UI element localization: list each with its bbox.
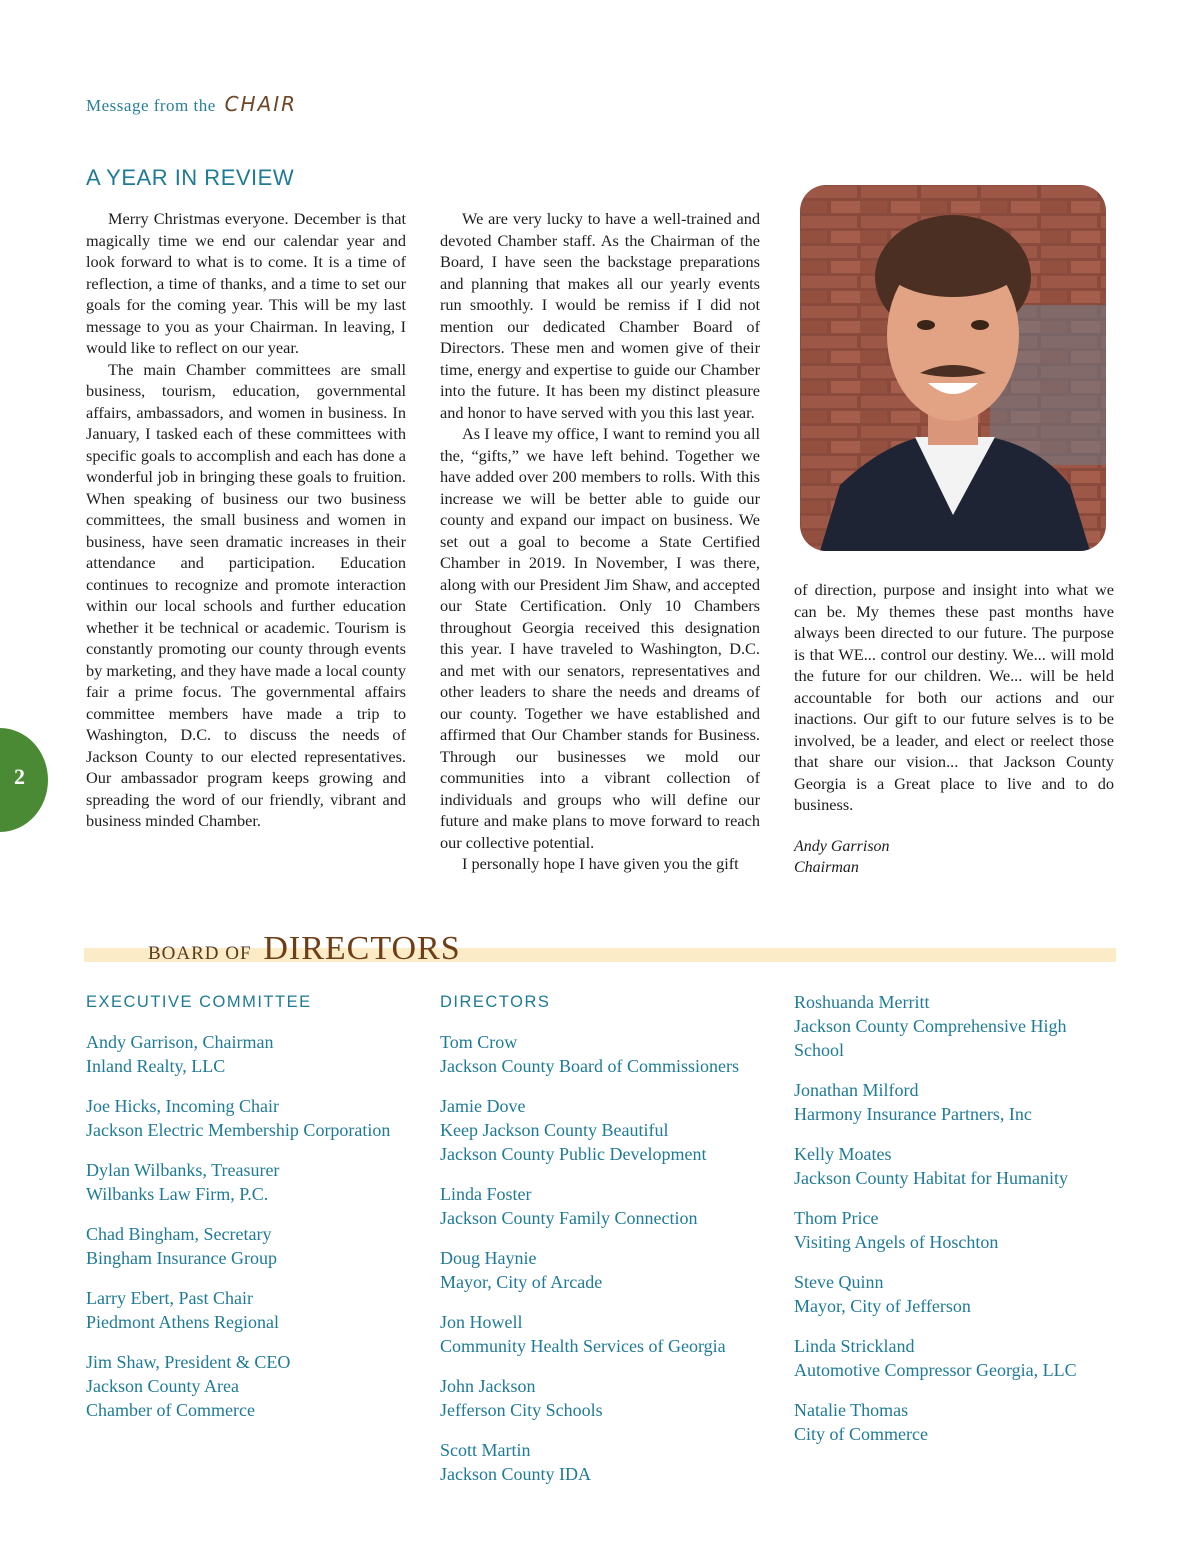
board-member-entry bbox=[86, 1222, 426, 1270]
article-paragraph: As I leave my office, I want to remind you all the, “gifts,” we have left behind. Together we have added over 200 members to rolls. With this increase we will be better able to guide our county and expand our impact on business. We set out a goal to become a State Certified Chamber in 2019. In November, I was there, along with our President Jim Shaw, and accepted our State Certification. Only 10 Chambers throughout Georgia received this designation this year. I have traveled to Washington, D.C. and met with our senators, representatives and other leaders to share the needs and dreams of our county. Together we have established and affirmed that Our Chamber stands for Business. Through our businesses we mold our communities into a vibrant collection of individuals and groups who will define our future and make plans to move forward to reach our collective potential. bbox=[440, 424, 760, 852]
header-chair: CHAIR bbox=[224, 92, 298, 116]
board-member-entry bbox=[86, 1350, 426, 1422]
header-prefix: Message from the bbox=[86, 96, 216, 115]
member-name: Andy Garrison, Chairman bbox=[86, 1032, 274, 1052]
board-member-entry bbox=[440, 1182, 780, 1230]
directors-column bbox=[440, 990, 780, 1502]
member-name: Jonathan Milford bbox=[794, 1080, 919, 1100]
member-name: Chad Bingham, Secretary bbox=[86, 1224, 272, 1244]
member-org: Wilbanks Law Firm, P.C. bbox=[86, 1184, 269, 1204]
board-member-entry bbox=[794, 990, 1094, 1062]
article-paragraph: of direction, purpose and insight into what we can be. My themes these past months have always been directed to our future. The purpose is that WE... control our destiny. We... will mold the future for our children. We... will be held accountable for both our actions and our inactions. Our gift to our future selves is to be involved, be a leader, and elect or reelect those that share our vision... that Jackson County Georgia is a Great place to live and to do business. bbox=[794, 580, 1114, 814]
chairman-portrait-photo bbox=[800, 185, 1106, 551]
member-org: Jackson County Comprehensive High School bbox=[794, 1016, 1067, 1060]
board-member-entry bbox=[794, 1142, 1094, 1190]
board-title-small: BOARD OF bbox=[148, 943, 252, 964]
board-member-entry bbox=[440, 1246, 780, 1294]
article-paragraph: I personally hope I have given you the gift bbox=[462, 854, 739, 873]
section-title: A YEAR IN REVIEW bbox=[86, 165, 295, 190]
portrait-illustration bbox=[800, 185, 1106, 551]
member-org: Mayor, City of Jefferson bbox=[794, 1296, 971, 1316]
executive-committee-heading: EXECUTIVE COMMITTEE bbox=[86, 993, 312, 1011]
member-org: Automotive Compressor Georgia, LLC bbox=[794, 1360, 1077, 1380]
member-org: Inland Realty, LLC bbox=[86, 1056, 226, 1076]
member-name: Doug Haynie bbox=[440, 1248, 537, 1268]
article-paragraph: We are very lucky to have a well-trained and devoted Chamber staff. As the Chairman of the Board, I have seen the backstage preparations and planning that makes all our yearly events run smoothly. I would be remiss if I did not mention our dedicated Chamber Board of Directors. These men and women give of their time, energy and expertise to guide our Chamber into the future. It has been my distinct pleasure and honor to have served with you this last year. bbox=[440, 209, 760, 422]
board-member-entry bbox=[794, 1206, 1094, 1254]
member-name: Jon Howell bbox=[440, 1312, 523, 1332]
board-member-entry bbox=[86, 1094, 426, 1142]
board-member-entry bbox=[86, 1030, 426, 1078]
member-org: Community Health Services of Georgia bbox=[440, 1336, 726, 1356]
board-member-entry bbox=[794, 1398, 1094, 1446]
member-org-line-2: Jackson County Public Development bbox=[440, 1144, 707, 1164]
article-column-1 bbox=[86, 208, 406, 832]
page-header bbox=[86, 92, 297, 116]
member-name: Joe Hicks, Incoming Chair bbox=[86, 1096, 279, 1116]
member-name: Thom Price bbox=[794, 1208, 879, 1228]
board-member-entry bbox=[440, 1094, 780, 1166]
member-org: Piedmont Athens Regional bbox=[86, 1312, 279, 1332]
executive-committee-column bbox=[86, 990, 426, 1438]
board-member-entry bbox=[440, 1310, 780, 1358]
board-member-entry bbox=[86, 1286, 426, 1334]
member-org: Harmony Insurance Partners, Inc bbox=[794, 1104, 1032, 1124]
member-name: Tom Crow bbox=[440, 1032, 518, 1052]
member-name: Natalie Thomas bbox=[794, 1400, 909, 1420]
board-member-entry bbox=[86, 1158, 426, 1206]
member-org: Jackson County Board of Commissioners bbox=[440, 1056, 739, 1076]
board-member-entry bbox=[440, 1374, 780, 1422]
board-member-entry bbox=[794, 1078, 1094, 1126]
board-member-entry bbox=[794, 1270, 1094, 1318]
board-member-entry bbox=[440, 1030, 780, 1078]
member-name: Linda Foster bbox=[440, 1184, 532, 1204]
board-title-big: DIRECTORS bbox=[263, 930, 461, 967]
member-name: Kelly Moates bbox=[794, 1144, 892, 1164]
member-name: John Jackson bbox=[440, 1376, 536, 1396]
member-org: Visiting Angels of Hoschton bbox=[794, 1232, 999, 1252]
article-paragraph: Merry Christmas everyone. December is that magically time we end our calendar year and look forward to what is to come. It is a time of reflection, a time of thanks, and a time to set our goals for the coming year. This will be my last message to you as your Chairman. In leaving, I would like to reflect on our year. bbox=[86, 209, 406, 357]
signature-name: Andy Garrison bbox=[794, 838, 890, 855]
member-org: Keep Jackson County Beautiful bbox=[440, 1120, 669, 1140]
member-name: Jamie Dove bbox=[440, 1096, 526, 1116]
member-org: Bingham Insurance Group bbox=[86, 1248, 277, 1268]
member-org: Jackson County Habitat for Humanity bbox=[794, 1168, 1068, 1188]
article-column-3 bbox=[794, 579, 1114, 816]
board-title bbox=[148, 930, 461, 968]
member-name: Dylan Wilbanks, Treasurer bbox=[86, 1160, 280, 1180]
article-column-2 bbox=[440, 208, 760, 875]
member-org: Jefferson City Schools bbox=[440, 1400, 603, 1420]
member-name: Jim Shaw, President & CEO bbox=[86, 1352, 291, 1372]
board-member-entry bbox=[440, 1438, 780, 1486]
member-org: Jackson County Area bbox=[86, 1376, 239, 1396]
member-name: Roshuanda Merritt bbox=[794, 992, 930, 1012]
board-member-entry bbox=[794, 1334, 1094, 1382]
member-org: Mayor, City of Arcade bbox=[440, 1272, 603, 1292]
signature-block bbox=[794, 836, 890, 878]
member-name: Steve Quinn bbox=[794, 1272, 884, 1292]
page-number: 2 bbox=[14, 764, 25, 789]
member-name: Larry Ebert, Past Chair bbox=[86, 1288, 253, 1308]
signature-title: Chairman bbox=[794, 859, 859, 876]
member-org-line-2: Chamber of Commerce bbox=[86, 1400, 255, 1420]
member-name: Linda Strickland bbox=[794, 1336, 915, 1356]
member-org: Jackson County Family Connection bbox=[440, 1208, 698, 1228]
article-paragraph: The main Chamber committees are small business, tourism, education, governmental affairs, ambassadors, and women in business. In January, I tasked each of these committees with specific goals to accomplish and each has done a wonderful job in bringing these goals to fruition. When speaking of business our two business committees, the small business and women in business, have seen dramatic increases in their attendance and participation. Education continues to recognize and promote interaction within our local schools and further education whether it be technical or academic. Tourism is constantly promoting our county through events by marketing, and they have made a local county fair a prime focus. The governmental affairs committee members have made a trip to Washington, D.C. to discuss the needs of Jackson County to our elected representatives. Our ambassador program keeps growing and spreading the word of our friendly, vibrant and business minded Chamber. bbox=[86, 359, 406, 830]
member-org: City of Commerce bbox=[794, 1424, 928, 1444]
directors-column-2 bbox=[794, 990, 1094, 1462]
member-org: Jackson Electric Membership Corporation bbox=[86, 1120, 391, 1140]
member-name: Scott Martin bbox=[440, 1440, 531, 1460]
directors-heading: DIRECTORS bbox=[440, 993, 551, 1011]
member-org: Jackson County IDA bbox=[440, 1464, 591, 1484]
